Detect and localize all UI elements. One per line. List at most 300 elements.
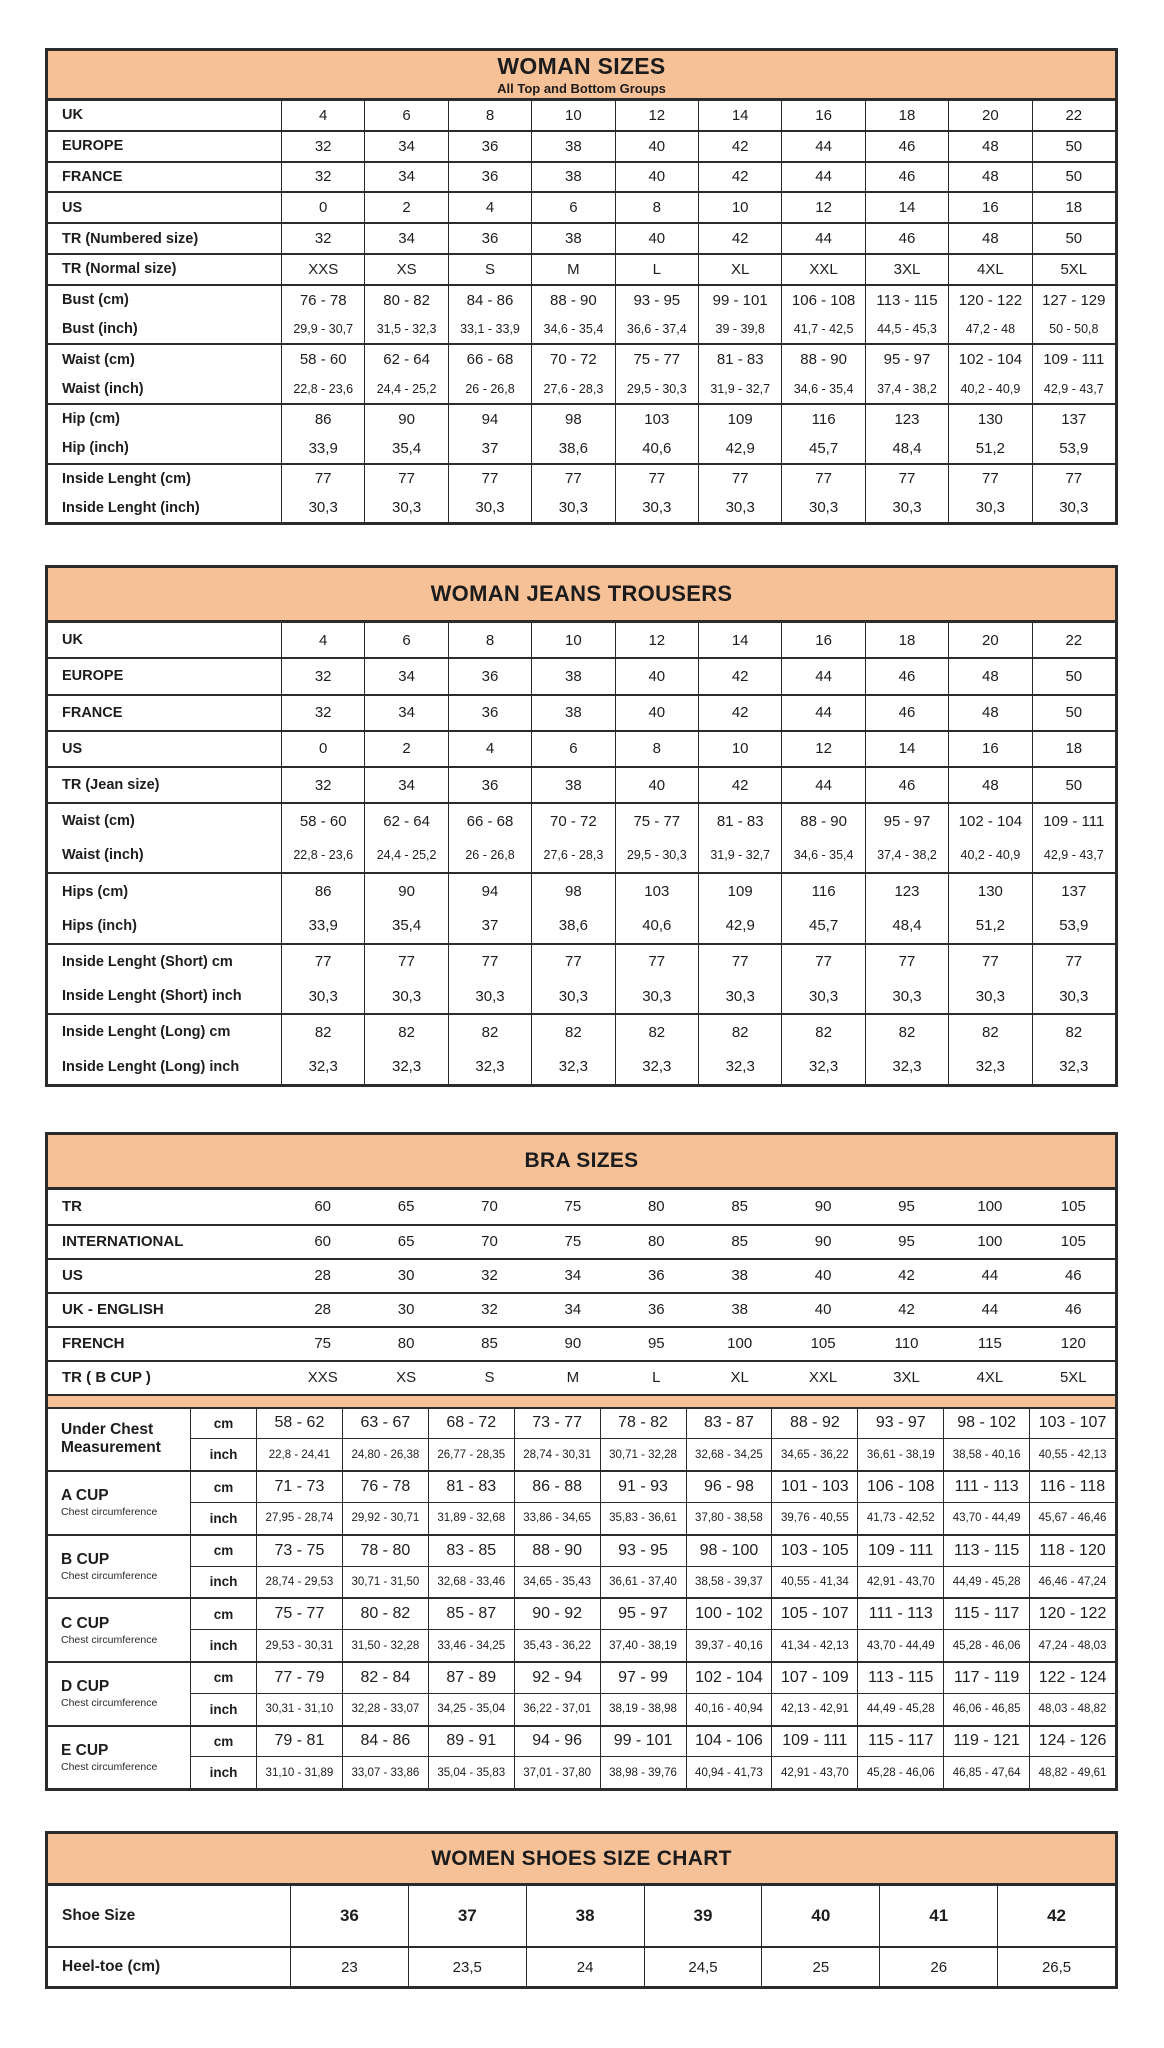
table-cell: 32,28 - 33,07 [342,1694,428,1725]
table-row [48,945,1115,979]
table-cell: 83 - 85 [428,1536,514,1567]
table-cell: 53,9 [1032,434,1115,463]
table-cell: 77 [1032,945,1115,979]
table-cell: 103 [615,405,698,434]
table-row-group [48,101,1115,130]
table-cell: 32 [281,224,364,253]
table-cell: 77 [781,945,864,979]
table-cell: 44 [781,696,864,730]
table-cell: 43,70 - 44,49 [857,1630,943,1661]
table-cell: 77 [281,465,364,494]
table-cell: 77 [281,945,364,979]
unit-inch-label: inch [190,1439,256,1470]
table-cell: 46 [865,659,948,693]
table-cell: 48 [948,696,1031,730]
shoe-table-row [48,1886,1115,1946]
table-cell: 46 [1064,1267,1082,1285]
table-cell: 86 [281,405,364,434]
bra-cup-group [48,1725,1115,1789]
table-cell: 30,3 [531,979,614,1013]
table-cell: 30,3 [281,493,364,522]
table-row [48,768,1115,802]
table-cell: 4XL [976,1369,1004,1387]
table-row [48,374,1115,403]
table-cell: 14 [865,193,948,222]
table-cell: 29,5 - 30,3 [615,838,698,872]
table-cell: 47,24 - 48,03 [1029,1630,1115,1661]
table-cell: 35,83 - 36,61 [600,1503,686,1534]
table-cell: 36,22 - 37,01 [514,1694,600,1725]
table-cell: 34,6 - 35,4 [781,838,864,872]
row-label: US [62,199,83,216]
table-cell: 4 [448,732,531,766]
table-cell: 42 [698,224,781,253]
table-cell: 82 [698,1015,781,1049]
table-cell: 44,49 - 45,28 [857,1694,943,1725]
table-cell: 90 - 92 [514,1599,600,1630]
table-cell: 30,3 [531,493,614,522]
table-cell: 68 - 72 [428,1409,514,1440]
table-cell: 77 [615,945,698,979]
table-cell: 123 [865,874,948,908]
table-cell: 75 - 77 [256,1599,342,1630]
table-cell: 79 - 81 [256,1727,342,1758]
table-cell: 42,91 - 43,70 [771,1757,857,1788]
women-shoes-header [48,1834,1115,1886]
table-cell: 104 - 106 [686,1727,772,1758]
cup-label [48,1472,190,1534]
table-cell: 12 [615,101,698,130]
table-cell: 42,91 - 43,70 [857,1567,943,1598]
table-cell: 95 - 97 [865,345,948,374]
cup-sublabel-text: Chest circumference [61,1760,158,1773]
table-cell: 12 [615,623,698,657]
table-cell: 26 - 26,8 [448,838,531,872]
table-cell: 96 - 98 [686,1472,772,1503]
woman-sizes-title: WOMAN SIZES [497,53,666,79]
table-cell: 30,3 [448,493,531,522]
bra-cup-group [48,1534,1115,1598]
table-cell: 48 [948,659,1031,693]
table-cell: 77 [948,945,1031,979]
table-cell: 41,7 - 42,5 [781,315,864,344]
row-label: FRENCH [62,1335,125,1353]
table-cell: 34,65 - 35,43 [514,1567,600,1598]
table-row-group [48,253,1115,284]
unit-inch-label: inch [190,1694,256,1725]
table-cell: 4 [281,101,364,130]
table-cell: 39,37 - 40,16 [686,1630,772,1661]
table-cell: 76 - 78 [281,286,364,315]
table-cell: 77 [781,465,864,494]
table-cell: 103 [615,874,698,908]
cup-label-text: Under Chest [61,1421,154,1439]
row-label: EUROPE [62,138,124,155]
table-cell: 26 [879,1948,997,1986]
table-cell: 32,3 [865,1049,948,1083]
table-cell: 71 - 73 [256,1472,342,1503]
row-label: UK - ENGLISH [62,1301,164,1319]
table-cell: 2 [364,193,447,222]
table-cell: 85 [731,1233,749,1251]
table-cell: 46,85 - 47,64 [943,1757,1029,1788]
table-cell: 100 [977,1233,1003,1251]
table-cell: XXS [307,1369,338,1387]
table-cell: 113 - 115 [857,1663,943,1694]
table-cell: 32,68 - 34,25 [686,1439,772,1470]
woman-sizes-table [45,48,1118,525]
table-cell: 115 - 117 [857,1727,943,1758]
table-cell: 90 [814,1233,832,1251]
table-cell: 14 [865,732,948,766]
cup-label [48,1727,190,1789]
table-cell: 75 [564,1198,582,1216]
table-cell: 50 [1032,768,1115,802]
table-cell: 40,55 - 41,34 [771,1567,857,1598]
table-cell: 34 [564,1267,582,1285]
table-row-group [48,161,1115,192]
table-cell: 36 [448,224,531,253]
table-row [48,101,1115,130]
bra-band-row [48,1258,1115,1292]
table-cell: 40,2 - 40,9 [948,374,1031,403]
table-cell: 32,68 - 33,46 [428,1567,514,1598]
table-cell: 22,8 - 23,6 [281,838,364,872]
unit-cm-label: cm [190,1727,256,1758]
table-cell: M [566,1369,580,1387]
table-cell: 48 [948,132,1031,161]
cup-sublabel-text: Chest circumference [61,1697,158,1710]
row-label: Hip (inch) [62,440,129,457]
table-cell: 80 - 82 [342,1599,428,1630]
table-cell: 35,04 - 35,83 [428,1757,514,1788]
table-cell: 24,5 [644,1948,762,1986]
shoe-table-row [48,1946,1115,1986]
table-cell: 48,4 [865,909,948,943]
table-cell: 30,3 [948,493,1031,522]
table-cell: S [484,1369,495,1387]
table-cell: 38 [531,224,614,253]
women-shoes-title: WOMEN SHOES SIZE CHART [431,1846,732,1870]
table-cell: 30,31 - 31,10 [256,1694,342,1725]
table-cell: 118 - 120 [1029,1536,1115,1567]
table-cell: 116 [781,405,864,434]
table-cell: 93 - 95 [615,286,698,315]
table-cell: 98 [531,405,614,434]
table-cell: 53,9 [1032,909,1115,943]
table-cell: 6 [531,193,614,222]
table-cell: 50 - 50,8 [1032,315,1115,344]
table-row [48,255,1115,284]
table-cell: 38 [531,696,614,730]
table-cell: 38 [731,1267,749,1285]
table-cell: 36,61 - 37,40 [600,1567,686,1598]
table-cell: 30,3 [781,979,864,1013]
unit-cm-label: cm [190,1663,256,1694]
table-cell: 77 [448,945,531,979]
table-row [48,696,1115,730]
table-cell: 35,43 - 36,22 [514,1630,600,1661]
table-cell: 16 [948,732,1031,766]
table-row [48,1049,1115,1083]
table-cell: 120 - 122 [1029,1599,1115,1630]
table-cell: 10 [531,623,614,657]
table-cell: 98 - 100 [686,1536,772,1567]
bra-band-row [48,1326,1115,1360]
table-cell: 109 - 111 [1032,345,1115,374]
table-cell: 105 - 107 [771,1599,857,1630]
table-cell: 77 [531,945,614,979]
row-label: Waist (cm) [62,813,135,830]
table-cell: 29,53 - 30,31 [256,1630,342,1661]
row-label: TR (Normal size) [62,261,177,278]
table-row [48,315,1115,344]
table-cell: 51,2 [948,909,1031,943]
bra-band-row [48,1190,1115,1224]
table-cell: 38,19 - 38,98 [600,1694,686,1725]
woman-sizes-rows [48,101,1115,522]
table-cell: 88 - 90 [781,345,864,374]
row-label: Bust (inch) [62,320,138,337]
table-cell: 44 [781,659,864,693]
table-cell: 16 [781,623,864,657]
table-cell: 85 - 87 [428,1599,514,1630]
woman-jeans-rows [48,623,1115,1083]
table-cell: 102 - 104 [948,345,1031,374]
table-cell: 86 - 88 [514,1472,600,1503]
table-row-group [48,623,1115,657]
table-cell: 66 - 68 [448,345,531,374]
table-cell: 75 - 77 [615,345,698,374]
table-cell: 5XL [1032,255,1115,284]
table-cell: 81 - 83 [698,345,781,374]
table-cell: 20 [948,623,1031,657]
women-shoes-table [45,1831,1118,1989]
table-cell: 0 [281,193,364,222]
table-cell: 37,80 - 38,58 [686,1503,772,1534]
table-cell: 40 [615,659,698,693]
table-cell: 35,4 [364,434,447,463]
cup-label-text: E CUP [61,1741,109,1759]
table-cell: 116 [781,874,864,908]
table-cell: 6 [364,101,447,130]
row-label: Waist (inch) [62,380,144,397]
table-cell: 77 [865,945,948,979]
table-row-group [48,730,1115,766]
unit-inch-label: inch [190,1567,256,1598]
row-label: TR ( B CUP ) [62,1369,151,1387]
table-cell: 37,4 - 38,2 [865,838,948,872]
row-label: UK [62,107,83,124]
table-cell: 34 [564,1301,582,1319]
table-cell: 32,3 [1032,1049,1115,1083]
table-row-group [48,802,1115,872]
table-cell: 109 [698,874,781,908]
cup-sublabel-text: Chest circumference [61,1570,158,1583]
table-cell: 77 [1032,465,1115,494]
table-cell: 4XL [948,255,1031,284]
table-cell: 38 [531,768,614,802]
table-cell: 38 [526,1886,644,1946]
table-cell: 44 [781,163,864,192]
table-cell: 32 [281,696,364,730]
table-cell: 95 [647,1335,665,1353]
bra-cup-group [48,1597,1115,1661]
table-cell: 38 [531,132,614,161]
table-cell: 32 [281,659,364,693]
table-cell: 45,28 - 46,06 [943,1630,1029,1661]
table-cell: 36,61 - 38,19 [857,1439,943,1470]
row-label: INTERNATIONAL [62,1233,184,1251]
table-cell: 34 [364,224,447,253]
table-cell: 137 [1032,874,1115,908]
unit-inch-label: inch [190,1630,256,1661]
table-cell: 90 [814,1198,832,1216]
table-row-group [48,191,1115,222]
table-cell: 46,46 - 47,24 [1029,1567,1115,1598]
table-cell: 47,2 - 48 [948,315,1031,344]
table-row [48,874,1115,908]
table-cell: 48,82 - 49,61 [1029,1757,1115,1788]
table-cell: 27,6 - 28,3 [531,838,614,872]
table-cell: 27,95 - 28,74 [256,1503,342,1534]
table-cell: 100 [977,1198,1003,1216]
table-cell: 99 - 101 [600,1727,686,1758]
table-cell: 137 [1032,405,1115,434]
table-cell: 32 [281,163,364,192]
table-cell: 87 - 89 [428,1663,514,1694]
table-cell: 36,6 - 37,4 [615,315,698,344]
table-cell: 26,77 - 28,35 [428,1439,514,1470]
table-cell: 95 [898,1233,915,1251]
table-cell: 34 [364,696,447,730]
table-cell: 36 [448,659,531,693]
table-row-group [48,130,1115,161]
table-cell: 37 [448,434,531,463]
table-cell: 60 [314,1233,332,1251]
row-label: US [62,740,83,757]
table-cell: 40 [814,1267,832,1285]
table-cell: 45,7 [781,909,864,943]
table-cell: 40,16 - 40,94 [686,1694,772,1725]
table-cell: 42,13 - 42,91 [771,1694,857,1725]
table-cell: 14 [698,101,781,130]
row-label: Heel-toe (cm) [62,1958,161,1976]
table-cell: 30,3 [1032,493,1115,522]
bra-band-row [48,1360,1115,1394]
table-cell: 24,4 - 25,2 [364,374,447,403]
table-cell: 37 [408,1886,526,1946]
table-cell: 88 - 90 [531,286,614,315]
table-cell: 62 - 64 [364,804,447,838]
row-label: UK [62,632,83,649]
table-cell: 82 [948,1015,1031,1049]
table-cell: 120 - 122 [948,286,1031,315]
table-cell: 46 [865,224,948,253]
table-cell: 92 - 94 [514,1663,600,1694]
table-row-group [48,463,1115,523]
table-cell: 82 [615,1015,698,1049]
bra-sizes-header [48,1135,1115,1190]
table-cell: 82 [448,1015,531,1049]
table-cell: 93 - 97 [857,1409,943,1440]
table-cell: 122 - 124 [1029,1663,1115,1694]
table-cell: 115 - 117 [943,1599,1029,1630]
table-cell: 82 [781,1015,864,1049]
table-cell: 111 - 113 [857,1599,943,1630]
table-cell: 30,3 [698,493,781,522]
table-cell: 31,89 - 32,68 [428,1503,514,1534]
table-cell: 109 [698,405,781,434]
table-cell: 48 [948,224,1031,253]
bra-band-row [48,1292,1115,1326]
table-cell: 94 [448,405,531,434]
unit-cm-label: cm [190,1472,256,1503]
table-cell: 106 - 108 [781,286,864,315]
table-cell: 44,5 - 45,3 [865,315,948,344]
cup-label [48,1409,190,1471]
table-cell: 24,80 - 26,38 [342,1439,428,1470]
table-cell: 42 [698,768,781,802]
table-cell: 62 - 64 [364,345,447,374]
table-row-group [48,403,1115,463]
table-cell: M [531,255,614,284]
table-cell: 109 - 111 [857,1536,943,1567]
table-cell: 26 - 26,8 [448,374,531,403]
table-cell: 123 [865,405,948,434]
table-cell: 22,8 - 23,6 [281,374,364,403]
table-cell: 95 [898,1198,915,1216]
table-cell: 109 - 111 [771,1727,857,1758]
table-cell: 38,58 - 40,16 [943,1439,1029,1470]
table-cell: 77 [615,465,698,494]
table-cell: 38,98 - 39,76 [600,1757,686,1788]
table-cell: 97 - 99 [600,1663,686,1694]
table-row [48,465,1115,494]
table-cell: 38 [531,163,614,192]
row-label: Inside Lenght (inch) [62,499,200,516]
table-cell: 107 - 109 [771,1663,857,1694]
table-row [48,345,1115,374]
table-row-group [48,657,1115,693]
table-row [48,163,1115,192]
table-cell: 77 - 79 [256,1663,342,1694]
table-cell: 33,86 - 34,65 [514,1503,600,1534]
table-cell: 90 [364,405,447,434]
table-cell: 111 - 113 [943,1472,1029,1503]
table-cell: 78 - 82 [600,1409,686,1440]
cup-sublabel-text: Chest circumference [61,1633,158,1646]
table-cell: 103 - 107 [1029,1409,1115,1440]
table-cell: 77 [364,465,447,494]
row-label: Inside Lenght (Long) cm [62,1024,231,1041]
women-shoes-rows [48,1886,1115,1986]
bra-sizes-table [45,1132,1118,1792]
table-cell: 8 [615,193,698,222]
row-label: Waist (inch) [62,847,144,864]
table-row [48,493,1115,522]
table-cell: 32 [281,768,364,802]
table-cell: 36 [448,163,531,192]
table-cell: 80 - 82 [364,286,447,315]
table-cell: 45,28 - 46,06 [857,1757,943,1788]
table-cell: 18 [1032,732,1115,766]
row-label: TR (Jean size) [62,777,160,793]
table-cell: 36 [448,768,531,802]
table-cell: 84 - 86 [342,1727,428,1758]
table-cell: 6 [531,732,614,766]
table-cell: 65 [397,1233,415,1251]
